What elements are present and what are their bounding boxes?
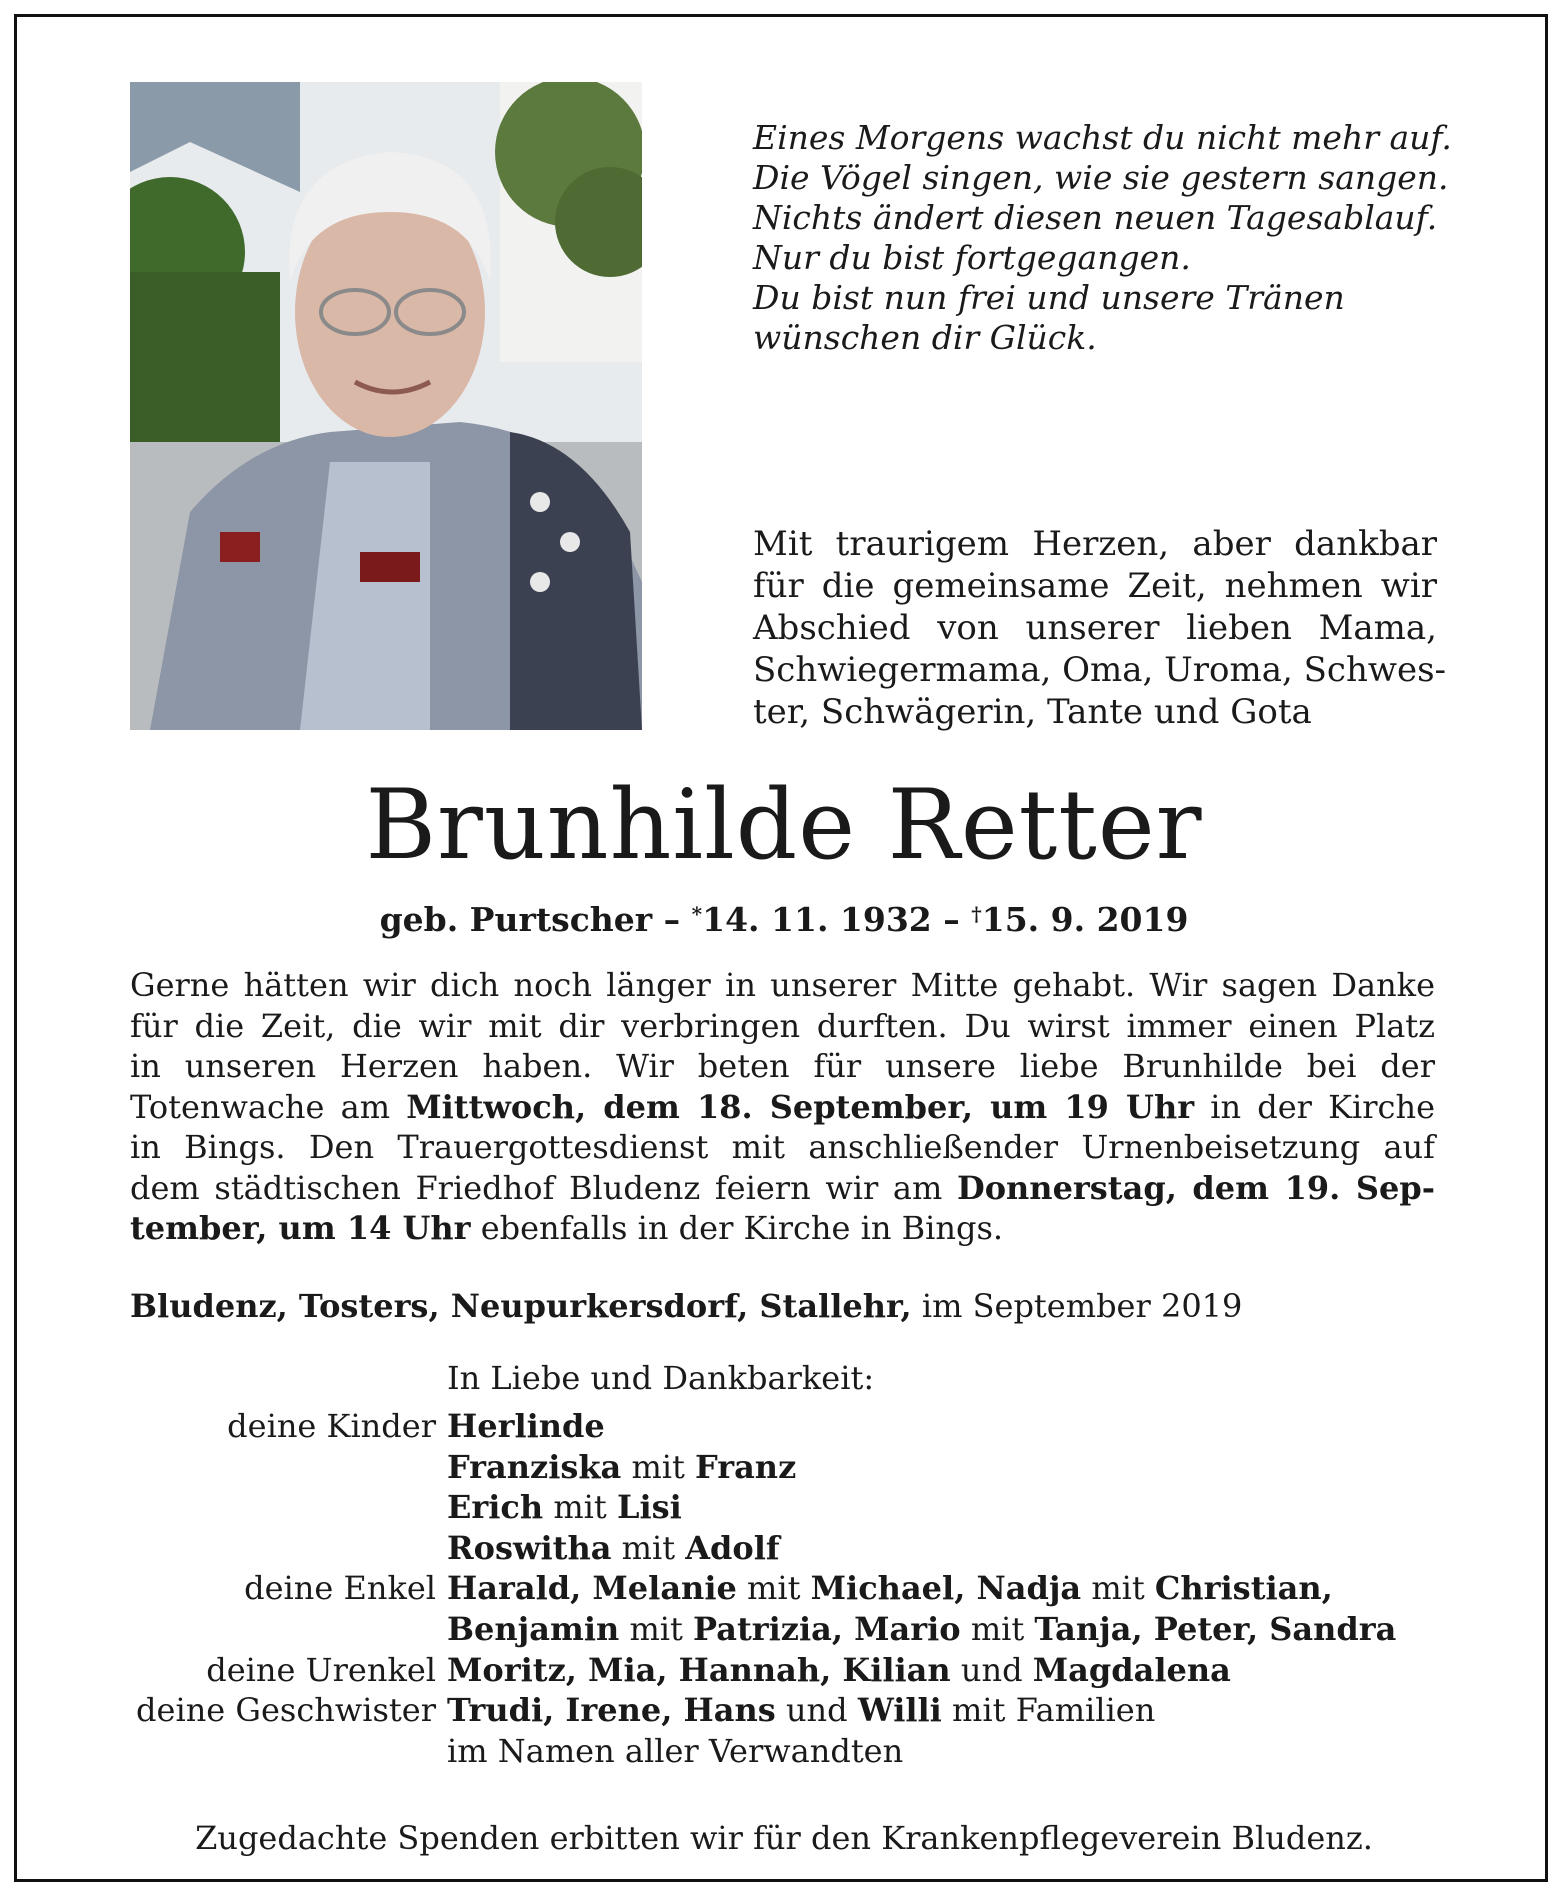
body-text-run: ebenfalls in der Kirche in Bings. — [470, 1209, 1004, 1247]
family-row — [0, 1528, 1568, 1569]
family-names — [447, 1690, 1155, 1731]
name: Adolf — [685, 1528, 780, 1567]
connector: mit — [619, 1609, 694, 1648]
death-date: 15. 9. 2019 — [981, 900, 1189, 939]
family-names — [447, 1528, 780, 1569]
poem-line: Du bist nun frei und unsere Tränen — [753, 278, 1345, 317]
family-row — [0, 1447, 1568, 1488]
deceased-name: Brunhilde Retter — [365, 769, 1203, 881]
body-line — [130, 1208, 1435, 1249]
intro-line: ter, Schwägerin, Tante und Gota — [753, 692, 1312, 732]
family-list — [0, 1406, 1568, 1771]
poem-line: Nur du bist fortgegangen. — [753, 238, 1191, 277]
name: Magdalena — [1032, 1650, 1231, 1689]
name: Christian, — [1154, 1569, 1333, 1608]
family-names — [447, 1568, 1333, 1609]
family-row — [0, 1406, 1568, 1447]
connector: mit — [960, 1609, 1035, 1648]
name: Herlinde — [447, 1407, 605, 1445]
name: Lisi — [616, 1488, 682, 1527]
family-names — [447, 1609, 1396, 1650]
poem-line: Nichts ändert diesen neuen Tagesablauf. — [753, 198, 1438, 237]
body-line — [130, 1087, 1435, 1128]
intro-line: Mit traurigem Herzen, aber dankbar — [753, 524, 1437, 564]
relatives-line: im Namen aller Verwandten — [447, 1731, 904, 1770]
name: Erich — [447, 1488, 544, 1527]
died-symbol: † — [971, 902, 982, 926]
body-line — [130, 1168, 1435, 1209]
connector: und — [775, 1691, 858, 1730]
name: Franziska — [447, 1447, 622, 1486]
family-row — [0, 1487, 1568, 1528]
vigil-date: Mittwoch, dem 18. September, um 19 Uhr — [406, 1087, 1195, 1126]
body-line: in Bings. Den Trauergottesdienst mit anschließender Urnenbeisetzung auf — [130, 1128, 1435, 1166]
connector: mit — [543, 1488, 617, 1527]
body-line: für die Zeit, die wir mit dir verbringen durften. Du wirst immer einen Platz — [130, 1006, 1435, 1045]
notice-date: im September 2019 — [911, 1287, 1243, 1325]
name: Willi — [857, 1691, 942, 1730]
towns: Bludenz, Tosters, Neupurkersdorf, Stallehr, — [130, 1287, 912, 1325]
body-line: in unseren Herzen haben. Wir beten für unsere liebe Brunhilde bei der — [130, 1047, 1435, 1085]
name: Trudi, Irene, Hans — [447, 1691, 776, 1730]
family-row — [0, 1609, 1568, 1650]
family-label: deine Urenkel — [206, 1650, 436, 1689]
connector: mit — [611, 1528, 686, 1567]
connector: und — [950, 1650, 1033, 1689]
name: Tanja, Peter, Sandra — [1034, 1609, 1397, 1648]
funeral-time: tember, um 14 Uhr — [130, 1209, 471, 1247]
intro-line: Schwiegermama, Oma, Uroma, Schwes- — [753, 650, 1446, 690]
funeral-date: Donnerstag, dem 19. Sep- — [956, 1168, 1436, 1207]
connector: mit — [621, 1447, 696, 1486]
name: Franz — [695, 1447, 797, 1486]
connector: mit — [1081, 1569, 1155, 1608]
family-label: deine Geschwister — [136, 1691, 436, 1730]
family-names — [447, 1487, 682, 1528]
body-text-run: Totenwache am — [130, 1087, 407, 1126]
family-row — [0, 1731, 1568, 1772]
place-date — [130, 1286, 1242, 1326]
body-text-run: in der Kirche — [1194, 1087, 1436, 1126]
family-row — [0, 1690, 1568, 1731]
body-text — [130, 965, 1435, 1249]
intro-line: für die gemeinsame Zeit, nehmen wir — [753, 566, 1437, 606]
poem-line: wünschen dir Glück. — [753, 318, 1097, 357]
name: Moritz, Mia, Hannah, Kilian — [447, 1650, 951, 1689]
name: Benjamin — [447, 1609, 620, 1648]
name: Roswitha — [447, 1528, 612, 1567]
birth-date: 14. 11. 1932 — [702, 900, 932, 939]
body-line: Gerne hätten wir dich noch länger in unserer Mitte gehabt. Wir sagen Danke — [130, 966, 1435, 1004]
body-text-run: dem städtischen Friedhof Bludenz feiern wir am — [130, 1168, 957, 1207]
poem — [753, 118, 1473, 358]
poem-line: Die Vögel singen, wie sie gestern sangen. — [753, 158, 1449, 197]
separator: – — [652, 900, 692, 939]
family-names — [447, 1447, 796, 1488]
family-names — [447, 1406, 605, 1447]
separator: – — [931, 900, 972, 939]
family-row — [0, 1650, 1568, 1691]
intro-line: Abschied von unserer lieben Mama, — [753, 608, 1437, 648]
family-row — [0, 1568, 1568, 1609]
name: Michael, Nadja — [810, 1569, 1082, 1608]
name: Harald, Melanie — [447, 1569, 737, 1608]
born-symbol: * — [691, 902, 703, 926]
family-label: deine Kinder — [227, 1407, 436, 1445]
birth-name: geb. Purtscher — [379, 900, 653, 939]
intro-text — [753, 523, 1446, 733]
poem-line: Eines Morgens wachst du nicht mehr auf. — [753, 118, 1452, 157]
connector: mit — [736, 1569, 811, 1608]
donation-note: Zugedachte Spenden erbitten wir für den Krankenpflegeverein Bludenz. — [195, 1819, 1373, 1857]
connector: mit Familien — [941, 1691, 1156, 1730]
signoff: In Liebe und Dankbarkeit: — [447, 1359, 875, 1397]
family-names — [447, 1650, 1231, 1691]
family-label: deine Enkel — [244, 1569, 436, 1608]
portrait-photo — [130, 82, 642, 730]
name: Patrizia, Mario — [693, 1609, 961, 1648]
birth-death-dates — [0, 892, 1568, 942]
